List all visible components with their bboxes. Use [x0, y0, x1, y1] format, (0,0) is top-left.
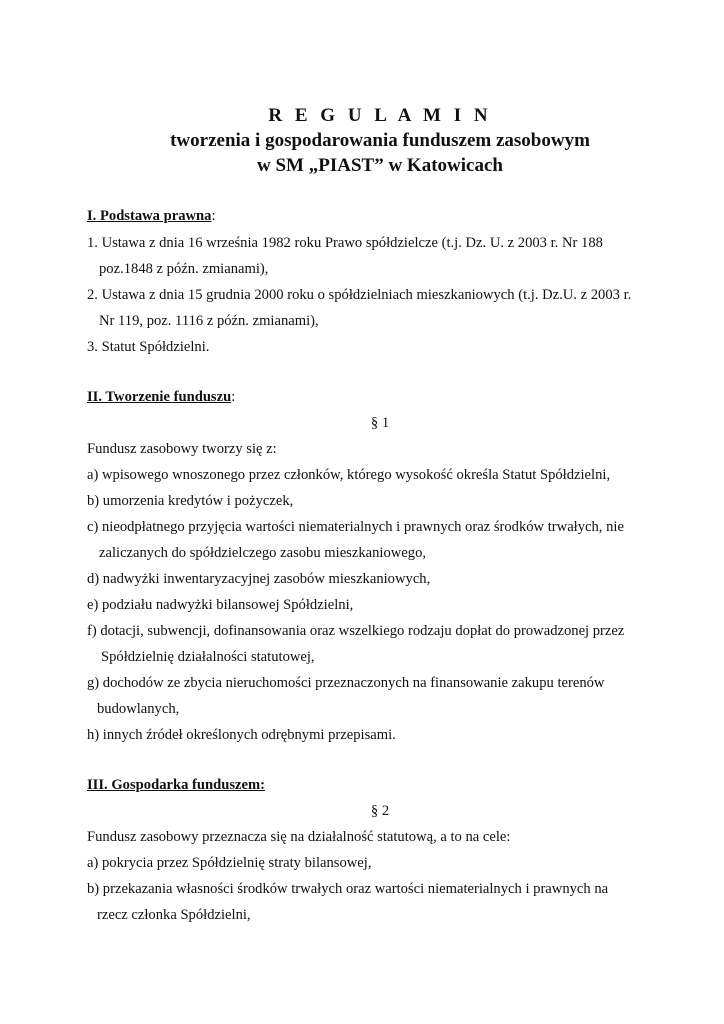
section-3-heading-text: III. Gospodarka funduszem:	[87, 777, 266, 793]
section-1-item-3: 3. Statut Spółdzielni.	[87, 339, 210, 355]
section-1-item-1: 1. Ustawa z dnia 16 września 1982 roku Prawo spółdzielcze (t.j. Dz. U. z 2003 r. Nr 188	[87, 235, 603, 251]
section-2-item-c-cont: zaliczanych do spółdzielczego zasobu mieszkaniowego,	[99, 545, 427, 561]
section-2-paragraph-number: § 1	[370, 415, 390, 431]
section-2-item-g: g) dochodów ze zbycia nieruchomości przeznaczonych na finansowanie zakupu terenów	[87, 675, 605, 691]
section-2-item-f: f) dotacji, subwencji, dofinansowania oraz wszelkiego rodzaju dopłat do prowadzonej przez	[87, 623, 625, 639]
title-main: R E G U L A M I N	[268, 105, 492, 126]
section-2-item-b: b) umorzenia kredytów i pożyczek,	[87, 493, 294, 509]
section-3-item-a: a) pokrycia przez Spółdzielnię straty bilansowej,	[87, 855, 372, 871]
section-1-item-2: 2. Ustawa z dnia 15 grudnia 2000 roku o spółdzielniach mieszkaniowych (t.j. Dz.U. z 2003 r.	[87, 287, 632, 303]
section-1-heading-colon: :	[211, 208, 216, 224]
section-3-item-b-cont: rzecz członka Spółdzielni,	[97, 907, 251, 923]
section-2-heading-text: II. Tworzenie funduszu	[87, 389, 232, 405]
section-3-item-b: b) przekazania własności środków trwałych oraz wartości niematerialnych i prawnych na	[87, 881, 609, 897]
section-2-item-e: e) podziału nadwyżki bilansowej Spółdzielni,	[87, 597, 354, 613]
section-1-heading	[87, 206, 216, 226]
section-2-heading-colon: :	[231, 389, 236, 405]
section-2-item-g-cont: budowlanych,	[97, 701, 180, 717]
title-subtitle-line-1: tworzenia i gospodarowania funduszem zasobowym	[170, 130, 590, 151]
section-3-intro: Fundusz zasobowy przeznacza się na działalność statutową, a to na cele:	[87, 829, 511, 845]
document-title	[0, 103, 724, 178]
section-2-item-h: h) innych źródeł określonych odrębnymi przepisami.	[87, 727, 396, 743]
section-2-item-d: d) nadwyżki inwentaryzacyjnej zasobów mieszkaniowych,	[87, 571, 431, 587]
section-2-heading	[87, 387, 235, 407]
section-2-item-a: a) wpisowego wnoszonego przez członków, którego wysokość określa Statut Spółdzielni,	[87, 467, 611, 483]
section-2-item-c: c) nieodpłatnego przyjęcia wartości niematerialnych i prawnych oraz środków trwałych, nie	[87, 519, 624, 535]
section-1-item-1-cont: poz.1848 z późn. zmianami),	[99, 261, 269, 277]
title-subtitle-line-2: w SM „PIAST” w Katowicach	[257, 155, 503, 176]
section-3-paragraph-number: § 2	[370, 803, 390, 819]
section-2-item-f-cont: Spółdzielnię działalności statutowej,	[101, 649, 315, 665]
section-1-item-2-cont: Nr 119, poz. 1116 z późn. zmianami),	[99, 313, 319, 329]
section-2-intro: Fundusz zasobowy tworzy się z:	[87, 441, 277, 457]
section-1-heading-text: I. Podstawa prawna	[87, 208, 212, 224]
section-3-heading	[87, 775, 265, 795]
